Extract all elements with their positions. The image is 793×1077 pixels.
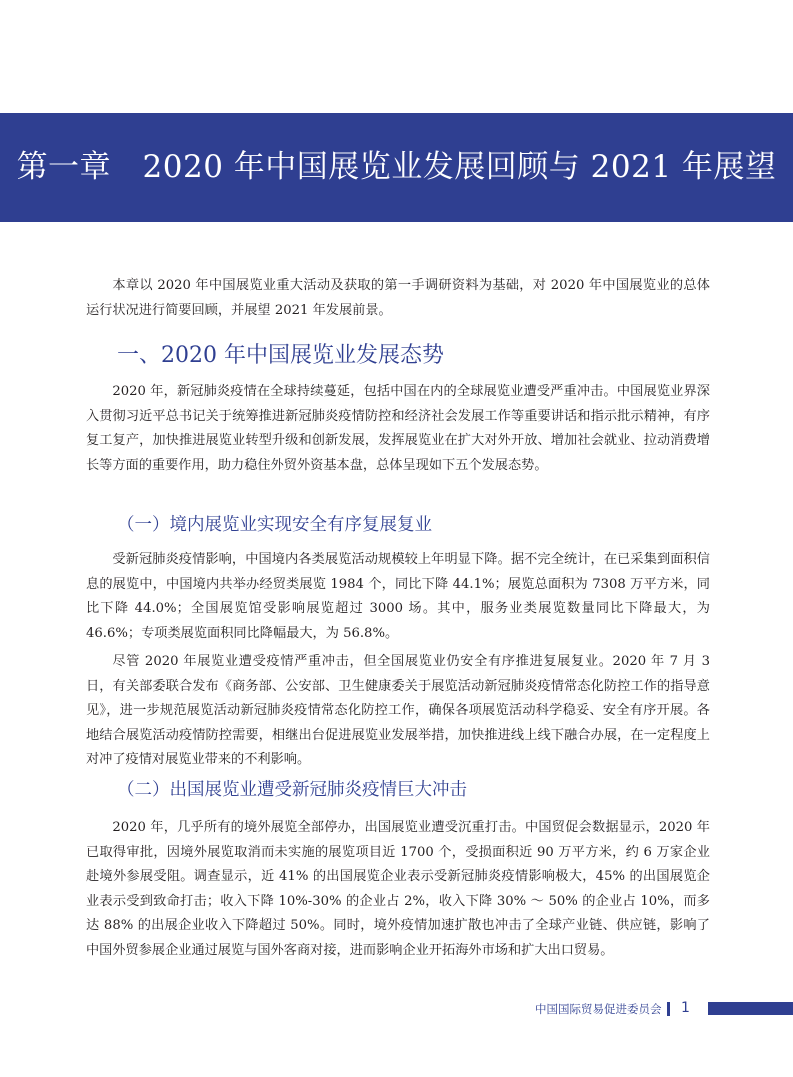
chapter-title: 第一章 2020 年中国展览业发展回顾与 2021 年展望 [16,149,777,185]
subsection-heading: （二）出国展览业遭受新冠肺炎疫情巨大冲击 [117,780,467,800]
body-paragraph: 受新冠肺炎疫情影响，中国境内各类展览活动规模较上年明显下降。据不完全统计，在已采集到面积信息的展览中，中国境内共举办经贸类展览 1984 个，同比下降 44.1%；展览总面积为 7308 万平方米，同比下降 44.0%；全国展览馆受影响展览超过 3000 场。其中，服务业类展览数量同比下降最大，为 46.6%；专项类展览面积同比降幅最大，为 56.8%。 [86,552,710,641]
body-paragraph: 尽管 2020 年展览业遭受疫情严重冲击，但全国展览业仍安全有序推进复展复业。2020 年 7 月 3 日，有关部委联合发布《商务部、公安部、卫生健康委关于展览活动新冠肺炎疫情常态化防控工作的指导意见》，进一步规范展览活动新冠肺炎疫情常态化防控工作，确保各项展览活动科学稳妥、安全有序开展。各地结合展览活动疫情防控需要，相继出台促进展览业发展举措，加快推进线上线下融合办展，在一定程度上对冲了疫情对展览业带来的不利影响。 [86,654,710,767]
intro-paragraph: 本章以 2020 年中国展览业重大活动及获取的第一手调研资料为基础，对 2020 年中国展览业的总体运行状况进行简要回顾，并展望 2021 年发展前景。 [86,278,710,318]
chapter-banner [0,113,793,222]
footer-accent-bar [708,1002,793,1015]
section-paragraph: 2020 年，新冠肺炎疫情在全球持续蔓延，包括中国在内的全球展览业遭受严重冲击。中国展览业界深入贯彻习近平总书记关于统筹推进新冠肺炎疫情防控和经济社会发展工作等重要讲话和指示批示精神，有序复工复产，加快推进展览业转型升级和创新发展，发挥展览业在扩大对外开放、增加社会就业、拉动消费增长等方面的重要作用，助力稳住外贸外资基本盘，总体呈现如下五个发展态势。 [86,384,710,473]
footer-organization: 中国国际贸易促进委员会 [535,1002,662,1016]
subsection-heading: （一）境内展览业实现安全有序复展复业 [117,515,432,535]
section-heading: 一、2020 年中国展览业发展态势 [117,343,444,368]
footer-divider [667,1002,670,1016]
body-paragraph: 2020 年，几乎所有的境外展览全部停办，出国展览业遭受沉重打击。中国贸促会数据显示，2020 年已取得审批，因境外展览取消而未实施的展览项目近 1700 个，受损面积近 90 万平方米，约 6 万家企业赴境外参展受阻。调查显示，近 41% 的出国展览企业表示受新冠肺炎疫情影响极大，45% 的出国展览企业表示受到致命打击；收入下降 10%-30% 的企业占 2%，收入下降 30% ～ 50% 的企业占 10%，而多达 88% 的出展企业收入下降超过 50%。同时，境外疫情加速扩散也冲击了全球产业链、供应链，影响了中国外贸参展企业通过展览与国外客商对接，进而影响企业开拓海外市场和扩大出口贸易。 [86,820,710,958]
page-number: 1 [681,1000,690,1016]
